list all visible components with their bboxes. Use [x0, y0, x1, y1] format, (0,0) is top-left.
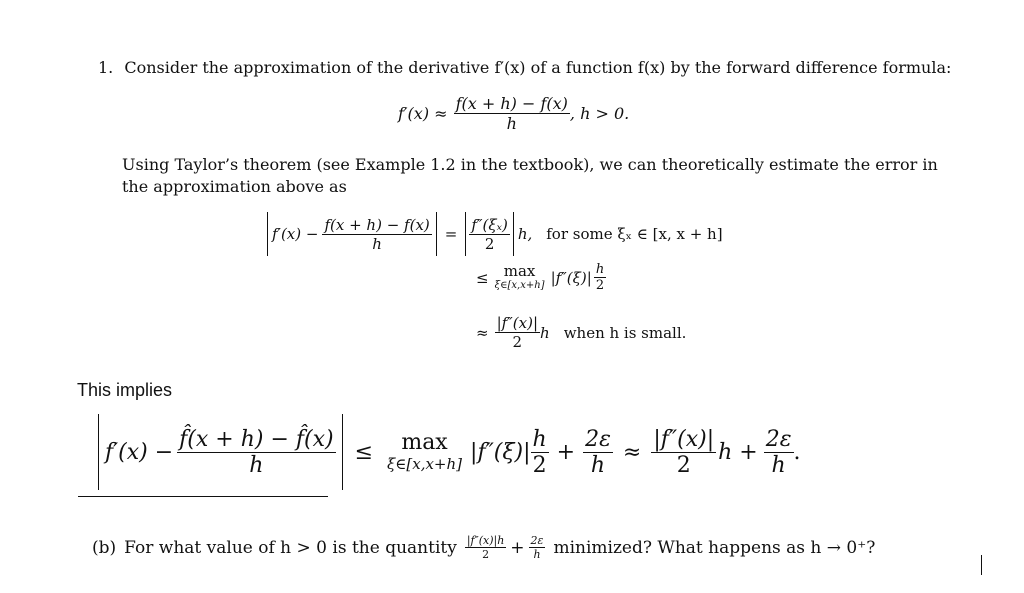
implies-label: This implies: [77, 380, 173, 400]
taylor-line-1: Using Taylor’s theorem (see Example 1.2 in the textbook), we can theoretically estimate the error in: [122, 155, 938, 174]
error-lhs-prefix: f′(x) −: [272, 225, 319, 243]
implies-max: max: [401, 430, 448, 455]
implies-h-after: h +: [718, 439, 758, 465]
part-b-text-after: minimized? What happens as h → 0⁺?: [553, 537, 876, 558]
taylor-line-2: the approximation above as: [122, 177, 347, 196]
formula-condition: , h > 0.: [569, 104, 630, 123]
implies-frac3: [651, 427, 716, 478]
error-lhs-fraction: [322, 216, 431, 253]
implies-frac3-den: 2: [676, 452, 691, 478]
part-b-plus: +: [510, 537, 525, 558]
implies-lhs-numerator: f̂(x + h) − f̂(x): [179, 426, 334, 452]
formula-lhs: f′(x) ≈: [398, 104, 448, 123]
part-b-frac2-den: h: [533, 548, 541, 561]
line2-fraction: [594, 262, 606, 293]
text-cursor: [981, 555, 982, 575]
line3-note: when h is small.: [563, 323, 687, 342]
error-estimate-line-1: [267, 212, 723, 256]
error-rhs-suffix: h,: [517, 225, 533, 243]
line2-frac-den: 2: [595, 278, 605, 293]
error-estimate-line-3: [476, 314, 686, 351]
part-b-frac2-num: 2ε: [530, 534, 544, 547]
error-rhs-denominator: 2: [484, 234, 495, 253]
part-b-fraction: [465, 534, 506, 561]
line2-relation: ≤: [476, 268, 489, 287]
part-b-label: (b): [92, 537, 117, 558]
part-b-text-before: For what value of h > 0 is the quantity: [124, 537, 457, 558]
line3-relation: ≈: [476, 323, 489, 342]
line3-suffix: h: [540, 323, 550, 342]
implies-frac1-num: h: [532, 426, 547, 452]
implies-lhs-prefix: f′(x) −: [105, 439, 174, 465]
implies-frac4-den: h: [771, 452, 786, 478]
implies-max-block: [387, 432, 462, 472]
implies-frac2-num: 2ε: [585, 426, 611, 452]
implies-frac4-num: 2ε: [765, 426, 792, 452]
implies-equation: [98, 414, 801, 490]
implies-frac4: [764, 427, 794, 478]
implies-frac1: [531, 427, 549, 478]
implies-frac1-den: 2: [532, 452, 547, 478]
forward-difference-formula: [398, 94, 629, 133]
implies-lhs-fraction: [177, 427, 335, 478]
part-b-frac-num: |f″(x)|h: [466, 534, 505, 547]
implies-frac3-num: |f″(x)|: [653, 426, 715, 452]
problem-number: 1.: [98, 58, 114, 77]
error-lhs-denominator: h: [372, 234, 382, 253]
error-lhs-numerator: f(x + h) − f(x): [324, 215, 430, 234]
line3-fraction: [495, 314, 540, 351]
error-for-some: for some ξₓ ∈ [x, x + h]: [546, 225, 723, 243]
implies-rel1: ≤: [354, 439, 374, 465]
implies-end: .: [793, 439, 801, 465]
error-rhs-fraction: [469, 216, 509, 253]
formula-fraction: [454, 94, 570, 133]
line3-num: |f″(x)|: [496, 314, 539, 332]
implies-lhs-denominator: h: [249, 452, 264, 478]
part-b-fraction-2: [529, 534, 546, 561]
implies-frac2: [583, 427, 613, 478]
line2-frac-num: h: [595, 262, 605, 277]
implies-rel2: ≈: [622, 439, 642, 465]
line2-range: ξ∈[x,x+h]: [494, 280, 545, 291]
problem-intro-line: [98, 58, 951, 77]
formula-numerator: f(x + h) − f(x): [455, 94, 568, 113]
line2-max: max: [503, 262, 536, 280]
error-eq: =: [444, 225, 458, 243]
formula-denominator: h: [506, 114, 517, 133]
implies-plus1: +: [556, 439, 576, 465]
error-rhs-numerator: f″(ξₓ): [471, 215, 508, 234]
problem-intro-text: Consider the approximation of the derivative f′(x) of a function f(x) by the forward difference formula:: [124, 58, 952, 77]
part-b-frac-den: 2: [482, 548, 490, 561]
error-estimate-line-2: [476, 262, 606, 293]
implies-frac2-den: h: [590, 452, 606, 478]
part-b-line: [92, 534, 875, 561]
implies-underline: [78, 496, 328, 497]
line2-term: |f″(ξ)|: [550, 268, 592, 287]
line3-den: 2: [512, 333, 523, 351]
line2-max-block: [495, 264, 545, 291]
implies-range: ξ∈[x,x+h]: [387, 455, 463, 473]
implies-term: |f″(ξ)|: [470, 439, 531, 465]
taylor-paragraph: [122, 154, 938, 198]
